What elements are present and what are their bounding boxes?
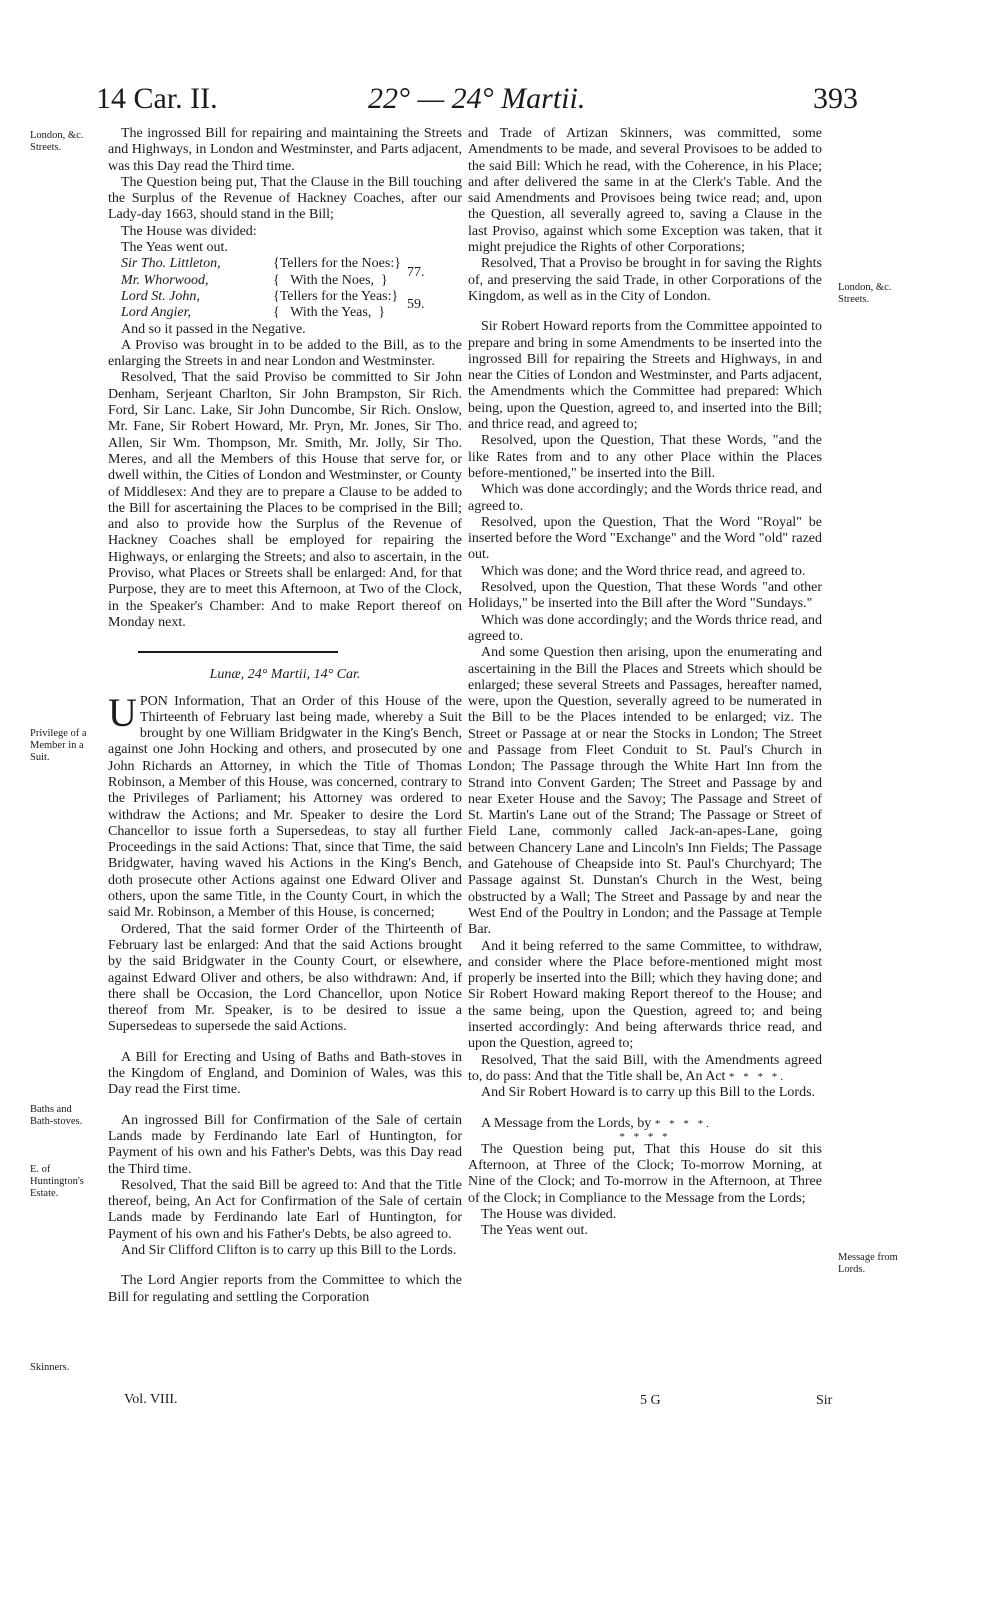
paragraph: Resolved, That the said Bill, with the Amendments agreed to, do pass: And that the Title shall be, An Act * * * *. [468,1052,822,1084]
division-count-noes: 77. [406,264,425,280]
teller-name: Sir Tho. Littleton, [121,256,221,272]
paragraph: Which was done accordingly; and the Words thrice read, and agreed to. [468,482,822,514]
teller-role: {Tellers for the Yeas:} [273,288,399,304]
page-number: 393 [813,82,858,115]
paragraph: Resolved, upon the Question, That the Word "Royal" be inserted before the Word "Exchange" and the Word "old" razed out. [468,514,822,563]
division-tellers [108,256,424,321]
margin-note-baths: Baths and Bath-stoves. [30,1104,83,1127]
date-heading: Lunæ, 24° Martii, 14° Car. [209,667,361,683]
margin-note-privilege: Privilege of a Member in a Suit. [30,728,87,763]
right-column [468,126,822,1240]
paragraph: Resolved, That the said Proviso be committed to Sir John Denham, Serjeant Charlton, Sir John Brampston, Sir Rich. Ford, Sir Lanc. Lake, Sir John Duncombe, Sir Rich. Onslow, Mr. Fane, Sir Robert Howard, Mr. Pryn, Mr. Jones, Sir Tho. Allen, Sir Wm. Thompson, Mr. Smith, Mr. Jolly, Sir Tho. Meres, and all the Members of this House that serve for, or dwell within, the Cities of London and Westminster, or County of Middlesex: And they are to prepare a Clause to be added to the Bill for ascertaining the Places to be comprised in the Bill; and also to provide how the Surplus of the Revenue of Hackney Coaches shall be employed for repairing the Highways, or enlarging the Streets; and also to ascertain, in the Proviso, what Places or Streets shall be enlarged: And, for that Purpose, they are to meet this Afternoon, at Two of the Clock, in the Speaker's Chamber: And to make Report thereof on Monday next. [108,370,462,630]
paragraph: Resolved, upon the Question, That these Words "and other Holidays," be inserted into the Bill after the Word "Sundays." [468,580,822,612]
paragraph: Resolved, upon the Question, That these Words, "and the like Rates from and to any other Place within the Places before-mentioned," be inserted into the Bill. [468,433,822,481]
paragraph: The House was divided: [121,223,257,239]
paragraph: and Trade of Artizan Skinners, was committed, some Amendments to be made, and several Provisoes to be added to the said Bill: Which he read, with the Coherence, in his Place; and after delivered the same in at the Clerk's Table. And the said Amendments and Provisoes being twice read; and, upon the Question, all severally agreed to, saving a Clause in the last Proviso, against which some Exception was taken, that it might prejudice the Rights of other Corporations; [468,126,822,256]
teller-role: { With the Noes, } [273,272,388,288]
running-head-left: 14 Car. II. [96,82,218,115]
catchword: Sir [816,1393,833,1408]
margin-note-london-streets: London, &c. Streets. [30,130,84,153]
paragraph: A Bill for Erecting and Using of Baths and Bath-stoves in the Kingdom of England, and Dominion of Wales, was this Day read the First time. [108,1049,462,1098]
paragraph: Sir Robert Howard reports from the Committee appointed to prepare and bring in some Amendments to be inserted into the ingrossed Bill for repairing the Streets and Highways, in and near the Cities of London and Westminster, and Parts adjacent, the Amendments which the Committee had prepared: Which being, upon the Question, agreed to, and inserted into the Bill; and thrice read, and agreed to; [468,319,822,433]
paragraph: And Sir Robert Howard is to carry up this Bill to the Lords. [481,1085,816,1101]
paragraph: The Yeas went out. [481,1223,588,1239]
paragraph: Resolved, That a Proviso be brought in for saving the Rights of, and preserving the said Trade, in other Corporations of the Kingdom, as well as in the City of London. [468,256,822,304]
paragraph: The House was divided. [481,1207,617,1222]
ellipsis-stars: * * * *. [654,1117,712,1130]
paragraph: And so it passed in the Negative. [121,321,306,337]
paragraph: The Question being put, That the Clause in the Bill touching the Surplus of the Revenue of Hackney Coaches, after our Lady-day 1663, should stand in the Bill; [108,174,462,223]
teller-role: { With the Yeas, } [273,305,386,321]
running-head-center: 22° — 24° Martii. [368,82,586,115]
ellipsis-stars: * * * *. [728,1070,786,1083]
margin-note-message: Message from Lords. [838,1252,898,1275]
paragraph: Which was done; and the Word thrice read, and agreed to. [481,563,806,579]
division-count-yeas: 59. [406,297,425,313]
margin-note-huntington: E. of Huntington's Estate. [30,1164,84,1199]
teller-role: {Tellers for the Noes:} [273,256,401,272]
paragraph: UPON Information, That an Order of this House of the Thirteenth of February last being made, whereby a Suit brought by one William Bridgwater in the King's Bench, against one John Hocking and others, and prosecuted by one John Richards an Attorney, in which the Title of Thomas Robinson, a Member of this House, was concerned, contrary to the Privileges of Parliament; his Attorney was ordered to withdraw the Actions; and Mr. Speaker to desire the Lord Chancellor to issue forth a Supersedeas, to stay all further Proceedings in the said Actions: That, since that Time, the said Bridgwater, having waved his Actions in the King's Bench, doth prosecute other Actions against one Edward Oliver and others, upon the same Title, in the County Court, in which the said Mr. Robinson, a Member of this House, is concerned; [108,689,462,921]
volume-footer: Vol. VIII. [124,1392,178,1407]
paragraph: A Proviso was brought in to be added to the Bill, as to the enlarging the Streets in and near London and Westminster. [108,337,462,370]
section-divider [138,651,338,653]
paragraph: And some Question then arising, upon the enumerating and ascertaining in the Bill the Places and Streets which should be enlarged; these several Streets and Passages, hereafter named, were, upon the Question, severally agreed to be numerated in the Bill to be the Places intended to be enlarged; viz. The Street or Passage at or near the Stocks in London; The Street and Passage from Fleet Conduit to St. Paul's Church in London; The Passage through the White Hart Inn from the Strand into Convent Garden; The Street and Passage by and near Exeter House and the Savoy; The Passage and Street of St. Martin's Lane out of the Strand; The Passage or Street of Field Lane, commonly called Jack-an-apes-Lane, going between Chancery Lane and Lincoln's Inn Fields; The Passage and Gatehouse of Cheapside into St. Paul's Churchyard; The Passage against St. Dunstan's Church in the West, being obstructed by a Wall; The Street and Passage by and near the West End of the Poultry in London; and the Passage at Temple Bar. [468,645,822,938]
paragraph: The ingrossed Bill for repairing and maintaining the Streets and Highways, in London and Westminster, and Parts adjacent, was this Day read the Third time. [108,126,462,174]
teller-name: Mr. Whorwood, [121,272,209,288]
paragraph: And it being referred to the same Committee, to withdraw, and consider where the Place before-mentioned might most properly be inserted into the Bill; which they having done; and Sir Robert Howard making Report thereof to the House; and the same being, upon the Question, agreed to; and being inserted accordingly: And being afterwards thrice read, and upon the Question, agreed to; [468,938,822,1052]
paragraph: The Yeas went out. [121,240,228,256]
paragraph: The Lord Angier reports from the Committee to which the Bill for regulating and settling the Corporation [108,1273,462,1305]
margin-note-skinners: Skinners. [30,1362,70,1373]
paragraph: Which was done accordingly; and the Words thrice read, and agreed to. [468,612,822,644]
ellipsis-stars-line: * * * * [619,1130,671,1143]
paragraph: An ingrossed Bill for Confirmation of the Sale of certain Lands made by Ferdinando late Earl of Huntington, for Payment of his own and his Father's Debts, was this Day read the Third time. [108,1112,462,1177]
signature-mark: 5 G [640,1393,661,1408]
paragraph: Resolved, That the said Bill be agreed to: And that the Title thereof, being, An Act for Confirmation of the Sale of certain Lands made by Ferdinando late Earl of Huntington, for Payment of his own and his Father's Debts, be also agreed to. [108,1177,462,1242]
paragraph: A Message from the Lords, by * * * *. [481,1115,712,1131]
paragraph: The Question being put, That this House do sit this Afternoon, at Three of the Clock; To-morrow Morning, at Nine of the Clock; and To-morrow in the Afternoon, at Three of the Clock; in Compliance to the Message from the Lords; [468,1141,822,1206]
teller-name: Lord St. John, [121,288,200,304]
paragraph: Ordered, That the said former Order of the Thirteenth of February last be enlarged: And that the said Actions brought by the said Bridgwater in the County Court, or elsewhere, against Edward Oliver and others, be also withdrawn: And, if there shall be Occasion, the Lord Chancellor, upon Notice thereof from Mr. Speaker, is to be desired to issue a Supersedeas to supersede the said Actions. [108,921,462,1035]
drop-cap: U [108,689,137,735]
paragraph: And Sir Clifford Clifton is to carry up this Bill to the Lords. [121,1243,457,1258]
margin-note-london-streets-2: London, &c. Streets. [838,282,892,305]
teller-name: Lord Angier, [121,305,192,321]
left-column [108,126,462,1306]
